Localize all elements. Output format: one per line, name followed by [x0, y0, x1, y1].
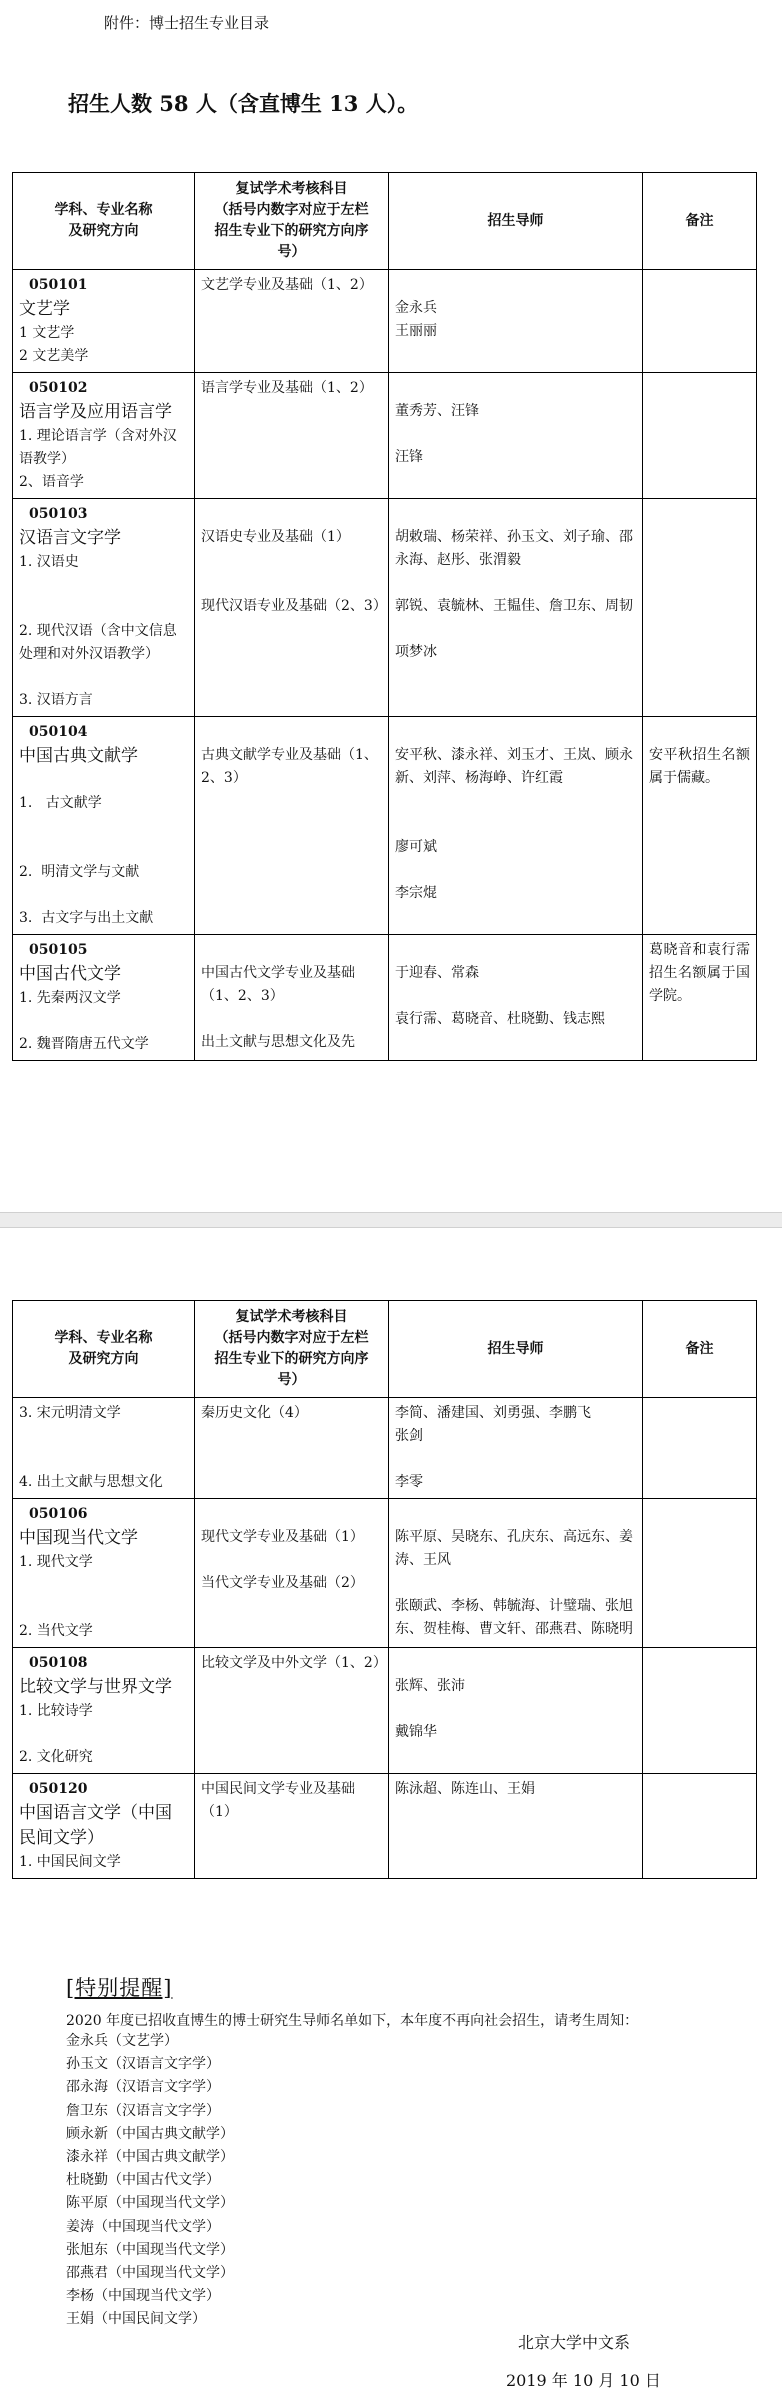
spacer: [19, 884, 188, 907]
advisor-names: 金永兵: [395, 300, 437, 316]
exam-subject: 文艺学专业及基础（1、2）: [201, 277, 373, 293]
exam-cell: [195, 373, 389, 499]
catalog-table: [12, 172, 757, 1061]
spacer: [19, 1574, 188, 1597]
major-cell: [13, 935, 195, 1061]
spacer: [201, 939, 382, 962]
program-name: 中国古代文学: [19, 964, 121, 984]
advisor-cell: [389, 1648, 643, 1774]
note-cell: [643, 1774, 757, 1879]
program-name: 中国古典文献学: [19, 746, 138, 766]
program-code: 050103: [29, 506, 88, 522]
table-header-row: [13, 1301, 757, 1398]
advisor-cell: [389, 1398, 643, 1499]
note-cell: [643, 499, 757, 717]
major-cell: [13, 1774, 195, 1879]
exam-cell: [195, 270, 389, 373]
note-cell: [643, 1648, 757, 1774]
exam-cell: [195, 1499, 389, 1648]
program-name: 文艺学: [19, 299, 70, 319]
spacer: [395, 1503, 636, 1526]
advisor-names: 张辉、张沛: [395, 1678, 465, 1694]
note-cell: [643, 270, 757, 373]
exam-cell: [195, 717, 389, 935]
advisor-names: 王丽丽: [395, 323, 437, 339]
note-cell: [643, 1499, 757, 1648]
advisor-names: 董秀芳、汪锋: [395, 403, 479, 419]
reminder-list-item: 李杨（中国现当代文学）: [66, 2288, 220, 2305]
advisor-names: 项梦冰: [395, 644, 437, 660]
header-exam-line: （括号内数字对应于左栏: [214, 202, 369, 218]
table-header-row: [13, 173, 757, 270]
reminder-list-item: 张旭东（中国现当代文学）: [66, 2241, 234, 2258]
advisor-names: 李零: [395, 1474, 423, 1490]
exam-subject: 中国民间文学专业及基础（1）: [201, 1781, 355, 1820]
major-cell: [13, 499, 195, 717]
header-major: [13, 1301, 195, 1398]
spacer: [395, 274, 636, 297]
advisor-names: 陈泳超、陈连山、王娟: [395, 1781, 535, 1797]
exam-subject: 汉语史专业及基础（1）: [201, 529, 350, 545]
header-advisor: 招生导师: [389, 173, 643, 270]
spacer: [201, 572, 382, 595]
spacer: [19, 1425, 188, 1448]
exam-subject: 出土文献与思想文化及先: [201, 1034, 355, 1050]
exam-subject: 语言学专业及基础（1、2）: [201, 380, 373, 396]
reminder-list-item: 顾永新（中国古典文献学）: [66, 2125, 234, 2142]
research-direction: 2. 文化研究: [19, 1749, 93, 1765]
advisor-names: 戴锦华: [395, 1724, 437, 1740]
research-direction: 2. 现代汉语（含中文信息处理和对外汉语教学）: [19, 623, 177, 662]
research-direction: 1 文艺学: [19, 325, 75, 341]
program-row: [13, 717, 757, 935]
research-direction: 3. 宋元明清文学: [19, 1405, 121, 1421]
note-cell: [643, 1398, 757, 1499]
advisor-names: 安平秋、漆永祥、刘玉才、王岚、顾永新、刘萍、杨海峥、许红霞: [395, 747, 633, 786]
reminder-list-item: 杜晓勤（中国古代文学）: [66, 2172, 220, 2189]
exam-subject: 现代汉语专业及基础（2、3）: [201, 598, 387, 614]
program-code: 050105: [29, 942, 88, 958]
advisor-names: 于迎春、常森: [395, 965, 479, 981]
advisor-names: 李宗焜: [395, 885, 437, 901]
advisor-cell: [389, 499, 643, 717]
spacer: [201, 721, 382, 744]
research-direction: 1. 汉语史: [19, 554, 79, 570]
spacer: [395, 859, 636, 882]
reminder-list-item: 漆永祥（中国古典文献学）: [66, 2149, 234, 2166]
research-direction: 2. 魏晋隋唐五代文学: [19, 1036, 149, 1052]
exam-cell: [195, 499, 389, 717]
attachment-title: 附件：博士招生专业目录: [104, 14, 270, 32]
spacer: [19, 666, 188, 689]
header-note: 备注: [643, 1301, 757, 1398]
header-exam-line: 号）: [277, 1372, 306, 1388]
major-cell: [13, 1648, 195, 1774]
advisor-names: 胡敕瑞、杨荣祥、孙玉文、刘子瑜、邵永海、赵彤、张渭毅: [395, 529, 633, 568]
reminder-list-item: 金永兵（文艺学）: [66, 2033, 178, 2049]
spacer: [395, 790, 636, 813]
spacer: [19, 1723, 188, 1746]
program-row: [13, 1398, 757, 1499]
major-cell: [13, 373, 195, 499]
program-row: [13, 1648, 757, 1774]
header-exam: [195, 173, 389, 270]
spacer: [395, 618, 636, 641]
note-cell: [643, 935, 757, 1061]
exam-cell: [195, 1774, 389, 1879]
header-exam-line: 号）: [277, 244, 306, 260]
header-major: [13, 173, 195, 270]
spacer: [201, 1549, 382, 1572]
advisor-names: 张颐武、李杨、韩毓海、计璧瑞、张旭东、贺桂梅、曹文轩、邵燕君、陈晓明: [395, 1598, 633, 1637]
special-reminder-intro: 2020 年度已招收直博生的博士研究生导师名单如下，本年度不再向社会招生，请考生周知：: [66, 2013, 639, 2029]
header-exam-line: 复试学术考核科目: [235, 1309, 348, 1325]
program-name: 中国语言文学（中国民间文学）: [19, 1803, 172, 1848]
research-direction: 4. 出土文献与思想文化: [19, 1474, 163, 1490]
research-direction: 3. 汉语方言: [19, 692, 93, 708]
note-text: 安平秋招生名额属于儒藏。: [649, 747, 750, 786]
program-code: 050108: [29, 1655, 88, 1671]
major-cell: [13, 717, 195, 935]
advisor-names: 袁行霈、葛晓音、杜晓勤、钱志熙: [395, 1011, 605, 1027]
program-code: 050102: [29, 380, 88, 396]
program-code: 050101: [29, 277, 88, 293]
header-exam-line: （括号内数字对应于左栏: [214, 1330, 369, 1346]
spacer: [395, 572, 636, 595]
major-cell: [13, 270, 195, 373]
header-advisor: 招生导师: [389, 1301, 643, 1398]
program-name: 语言学及应用语言学: [19, 402, 172, 422]
research-direction: 1. 理论语言学（含对外汉语教学）: [19, 428, 177, 467]
spacer: [201, 1008, 382, 1031]
header-major-line: 学科、专业名称: [54, 202, 153, 218]
spacer: [19, 1010, 188, 1033]
research-direction: 2. 明清文学与文献: [19, 864, 140, 880]
research-direction: 1. 古文献学: [19, 795, 102, 811]
exam-subject: 古典文献学专业及基础（1、2、3）: [201, 747, 378, 786]
enrollment-summary: 招生人数 58 人（含直博生 13 人）。: [68, 91, 419, 116]
spacer: [395, 1448, 636, 1471]
note-cell: [643, 717, 757, 935]
research-direction: 1. 比较诗学: [19, 1703, 93, 1719]
spacer: [19, 838, 188, 861]
spacer: [19, 574, 188, 597]
catalog-table-continued: [12, 1300, 757, 1879]
header-major-line: 及研究方向: [68, 1351, 139, 1367]
advisor-cell: [389, 1774, 643, 1879]
spacer: [395, 1652, 636, 1675]
spacer: [19, 1597, 188, 1620]
advisor-names: 汪锋: [395, 449, 423, 465]
advisor-names: 廖可斌: [395, 839, 437, 855]
spacer: [395, 813, 636, 836]
header-exam-line: 招生专业下的研究方向序: [214, 1351, 369, 1367]
research-direction: 3. 古文字与出土文献: [19, 910, 154, 926]
program-code: 050120: [29, 1781, 88, 1797]
reminder-list-item: 邵永海（汉语言文字学）: [66, 2079, 220, 2096]
exam-subject: 比较文学及中外文学（1、2）: [201, 1655, 387, 1671]
program-name: 比较文学与世界文学: [19, 1677, 172, 1697]
research-direction: 2. 当代文学: [19, 1623, 93, 1639]
header-exam: [195, 1301, 389, 1398]
advisor-names: 张剑: [395, 1428, 423, 1444]
program-name: 中国现当代文学: [19, 1528, 138, 1548]
exam-subject: 当代文学专业及基础（2）: [201, 1575, 364, 1591]
program-code: 050106: [29, 1506, 88, 1522]
spacer: [19, 1448, 188, 1471]
spacer: [395, 377, 636, 400]
research-direction: 2、语音学: [19, 474, 84, 490]
major-cell: [13, 1499, 195, 1648]
spacer: [395, 1698, 636, 1721]
research-direction: 1. 现代文学: [19, 1554, 93, 1570]
advisor-cell: [389, 373, 643, 499]
program-row: [13, 499, 757, 717]
spacer: [19, 597, 188, 620]
header-exam-line: 复试学术考核科目: [235, 181, 348, 197]
exam-cell: [195, 1648, 389, 1774]
spacer: [395, 503, 636, 526]
reminder-list-item: 陈平原（中国现当代文学）: [66, 2195, 234, 2212]
program-name: 汉语言文字学: [19, 528, 121, 548]
signature-organization: 北京大学中文系: [518, 2333, 631, 2352]
header-exam-line: 招生专业下的研究方向序: [214, 223, 369, 239]
research-direction: 1. 先秦两汉文学: [19, 990, 121, 1006]
spacer: [395, 939, 636, 962]
advisor-cell: [389, 717, 643, 935]
reminder-list-item: 孙玉文（汉语言文字学）: [66, 2056, 220, 2073]
exam-subject: 中国古代文学专业及基础（1、2、3）: [201, 965, 355, 1004]
special-reminder-heading: [特别提醒]: [66, 1976, 173, 2000]
advisor-cell: [389, 270, 643, 373]
page-break: [0, 1212, 782, 1228]
reminder-list-item: 詹卫东（汉语言文字学）: [66, 2102, 220, 2119]
direct-phd-advisor-list: [66, 2030, 234, 2332]
reminder-list-item: 邵燕君（中国现当代文学）: [66, 2265, 234, 2282]
note-text: 葛晓音和袁行霈招生名额属于国学院。: [649, 942, 750, 1004]
program-row: [13, 1499, 757, 1648]
reminder-list-item: 姜涛（中国现当代文学）: [66, 2218, 220, 2235]
signature-date: 2019 年 10 月 10 日: [506, 2371, 661, 2390]
reminder-list-item: 王娟（中国民间文学）: [66, 2311, 206, 2328]
program-row: [13, 373, 757, 499]
research-direction: 1. 中国民间文学: [19, 1854, 121, 1870]
spacer: [395, 1572, 636, 1595]
exam-cell: [195, 1398, 389, 1499]
program-row: [13, 1774, 757, 1879]
spacer: [395, 423, 636, 446]
major-cell: [13, 1398, 195, 1499]
program-row: [13, 270, 757, 373]
spacer: [201, 1503, 382, 1526]
spacer: [649, 721, 750, 744]
header-note: 备注: [643, 173, 757, 270]
exam-subject: 现代文学专业及基础（1）: [201, 1529, 364, 1545]
advisor-names: 郭锐、袁毓林、王韫佳、詹卫东、周韧: [395, 598, 633, 614]
header-major-line: 及研究方向: [68, 223, 139, 239]
spacer: [19, 769, 188, 792]
research-direction: 2 文艺美学: [19, 348, 89, 364]
spacer: [395, 985, 636, 1008]
advisor-names: 陈平原、吴晓东、孔庆东、高远东、姜涛、王风: [395, 1529, 633, 1568]
note-cell: [643, 373, 757, 499]
program-code: 050104: [29, 724, 88, 740]
advisor-cell: [389, 1499, 643, 1648]
exam-subject: 秦历史文化（4）: [201, 1405, 308, 1421]
spacer: [201, 503, 382, 526]
spacer: [19, 815, 188, 838]
exam-cell: [195, 935, 389, 1061]
header-major-line: 学科、专业名称: [54, 1330, 153, 1346]
program-row: [13, 935, 757, 1061]
advisor-cell: [389, 935, 643, 1061]
spacer: [201, 549, 382, 572]
advisor-names: 李简、潘建国、刘勇强、李鹏飞: [395, 1405, 591, 1421]
spacer: [395, 721, 636, 744]
